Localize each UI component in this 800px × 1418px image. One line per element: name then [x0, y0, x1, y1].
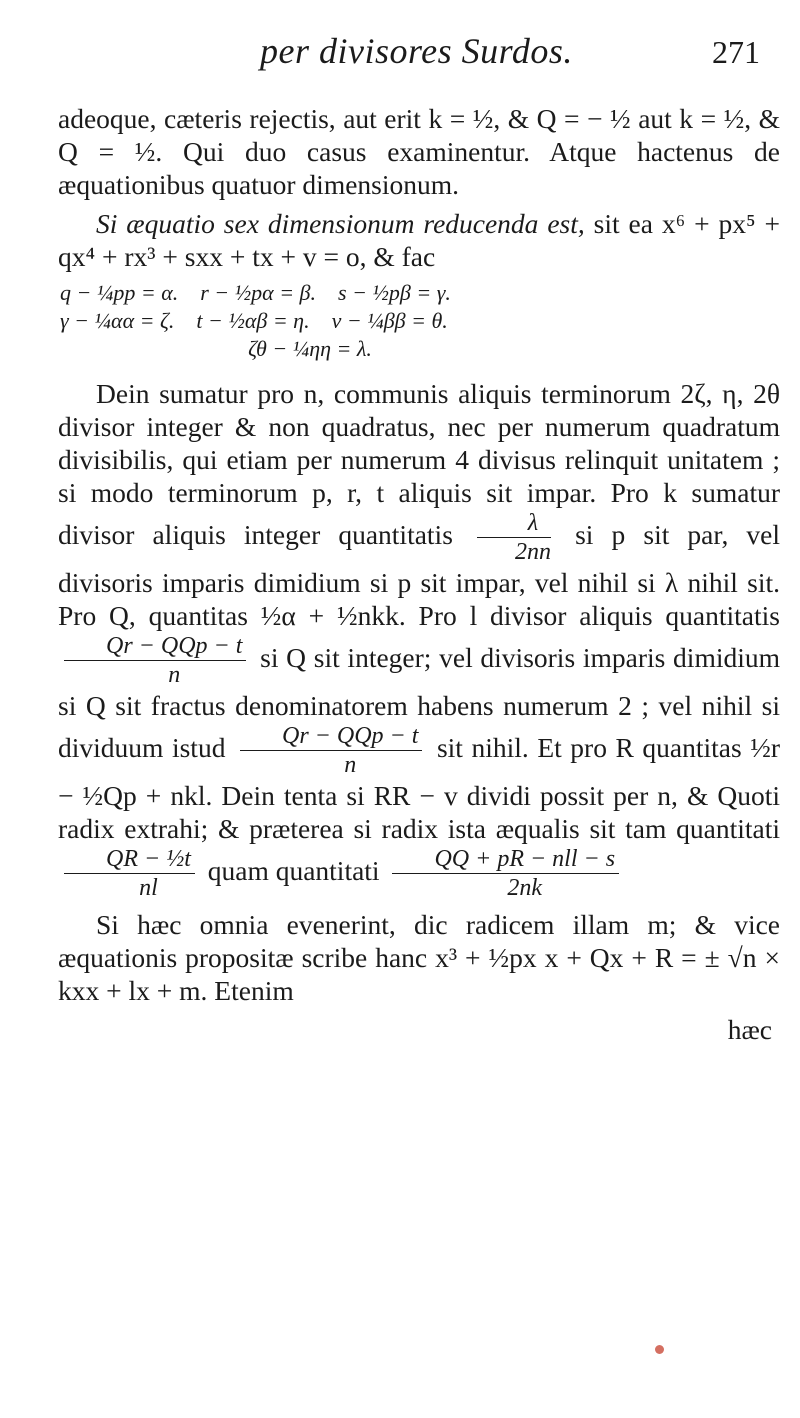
paragraph-3: [58, 377, 780, 902]
fraction-denominator: nl: [139, 875, 158, 901]
paragraph-3-part-a: Dein sumatur pro n, communis aliquis terminorum 2ζ, η, 2θ divisor integer & non quadratus, nec per numerum quadratum divisibilis, qui etiam per numerum 4 divisus relinquit unitatem ; si modo terminorum p, r, t aliquis sit impar. Pro k sumatur divisor aliquis integer quantitatis: [58, 378, 780, 550]
equation-row-1: [58, 279, 780, 307]
paragraph-2-lead: Si æquatio sex dimensionum reducenda est,: [96, 208, 585, 239]
ink-stain-dot: [655, 1345, 664, 1354]
equation-lambda: ζθ − ¼ηη = λ.: [248, 336, 372, 361]
page-header: [60, 30, 760, 80]
fraction-numerator: λ: [477, 509, 551, 538]
fraction-numerator: QQ + pR − nll − s: [392, 845, 619, 874]
fraction-denominator: n: [168, 662, 181, 688]
paragraph-1: adeoque, cæteris rejectis, aut erit k = ½, & Q = − ½ aut k = ½, & Q = ½. Qui duo casus examinentur. Atque hactenus de æquationibus quatuor dimensionum.: [58, 103, 780, 200]
equation-beta: r − ½pα = β.: [200, 280, 317, 305]
paragraph-4: Si hæc omnia evenerint, dic radicem illam m; & vice æquationis propositæ scribe hanc x³ + ½px x + Qx + R = ± √n × kxx + lx + m. Etenim: [58, 909, 780, 1006]
paragraph-3-part-c: si Q sit integer; vel divisoris imparis dimidium si Q sit fractus denominatorem habens numerum 2 ; vel nihil si dividuum istud: [58, 641, 781, 763]
page-body: [58, 102, 780, 1046]
fraction-qr-half-t-over-nl: [64, 845, 195, 902]
page-number: 271: [712, 34, 760, 70]
equation-row-2: [58, 307, 780, 335]
fraction-lambda-over-2nn: [477, 509, 551, 566]
catchword: hæc: [727, 1014, 772, 1045]
paragraph-3-part-e: quam quantitati: [207, 854, 380, 886]
fraction-qq-over-2nk: [392, 845, 619, 902]
equation-theta: v − ¼ββ = θ.: [331, 308, 448, 333]
fraction-denominator: 2nn: [515, 539, 551, 565]
fraction-numerator: Qr − QQp − t: [240, 722, 422, 751]
equation-zeta: γ − ¼αα = ζ.: [60, 308, 175, 333]
equation-gamma: s − ½pβ = γ.: [338, 280, 451, 305]
fraction-denominator: 2nk: [507, 875, 543, 901]
fraction-qr-over-n: [64, 632, 246, 689]
equation-alpha: q − ¼pp = α.: [60, 280, 179, 305]
paragraph-3-part-b: si p sit par, vel divisoris imparis dimidium si p sit impar, vel nihil si λ nihil sit. Pro Q, quantitas ½α + ½nkk. Pro l divisor aliquis quantitatis: [58, 518, 781, 631]
equation-row-3: [58, 335, 780, 363]
paragraph-3-part-d: sit nihil. Et pro R quantitas ½r − ½Qp + nkl. Dein tenta si RR − v dividi possit per n, & Quoti radix extrahi; & præterea si radix ista æqualis sit tam quantitati: [58, 731, 780, 844]
paragraph-2: [58, 207, 780, 273]
fraction-dividuum: [240, 722, 422, 779]
fraction-numerator: Qr − QQp − t: [64, 632, 246, 661]
fraction-denominator: n: [344, 752, 357, 778]
running-title: per divisores Surdos.: [260, 31, 573, 71]
paragraph-2-rest: sit ea x⁶ + px⁵ + qx⁴ + rx³ + sxx + tx + v = o, & fac: [58, 208, 781, 272]
equation-eta: t − ½αβ = η.: [196, 308, 310, 333]
substitution-equations: [58, 279, 780, 363]
fraction-numerator: QR − ½t: [64, 845, 195, 874]
